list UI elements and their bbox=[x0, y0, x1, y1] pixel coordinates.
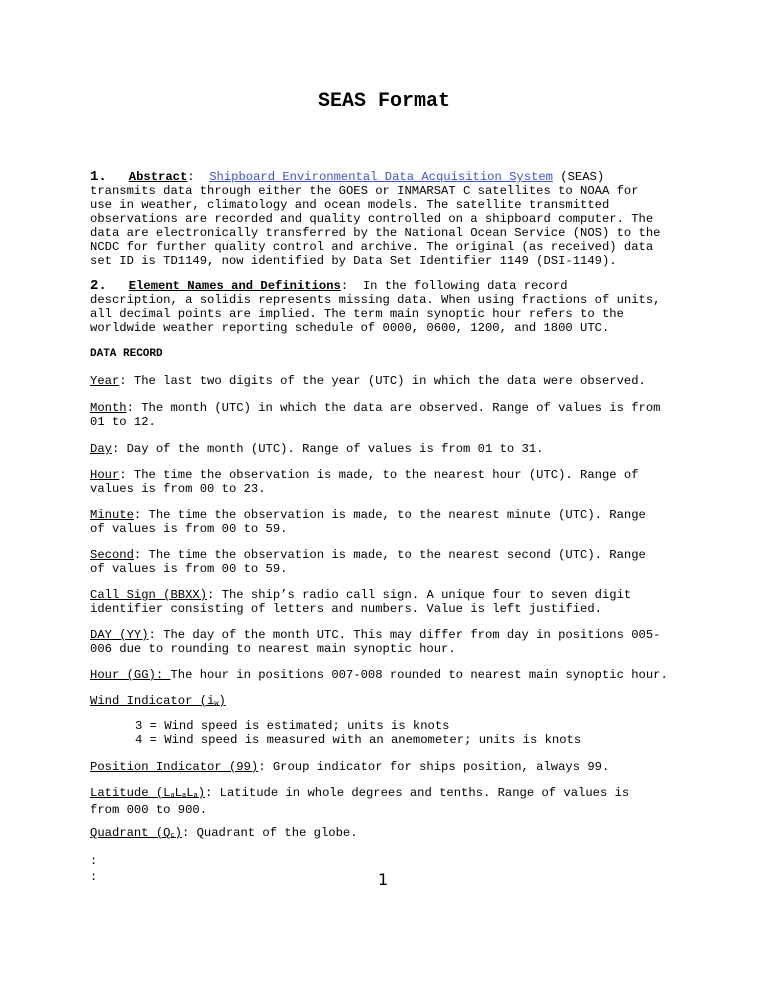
field-text: : The time the observation is made, to the nearest second (UTC). Range bbox=[133, 548, 646, 562]
field-name-part: L bbox=[174, 786, 182, 800]
field-call-sign bbox=[90, 588, 690, 616]
field-text: : The month (UTC) in which the data are observed. Range of values is from bbox=[126, 401, 661, 415]
abstract-line: set ID is TD1149, now identified by Data Set Identifier 1149 (DSI-1149). bbox=[90, 254, 617, 268]
field-name-part: L bbox=[186, 786, 194, 800]
abstract-line: use in weather, climatology and ocean models. The satellite transmitted bbox=[90, 198, 610, 212]
field-text: : The last two digits of the year (UTC) in which the data were observed. bbox=[119, 374, 646, 388]
definitions-line: description, a solidis represents missing data. When using fractions of units, bbox=[90, 293, 661, 307]
field-text: : Group indicator for ships position, always 99. bbox=[258, 760, 610, 774]
seas-link[interactable]: Shipboard Environmental Data Acquisition System bbox=[209, 170, 553, 184]
field-text: of values is from 00 to 59. bbox=[90, 562, 288, 576]
field-name-subscript: a bbox=[193, 792, 198, 800]
field-name: Day bbox=[90, 442, 112, 456]
field-minute bbox=[90, 508, 690, 536]
field-name bbox=[90, 694, 226, 708]
field-name-part: Latitude (L bbox=[90, 786, 171, 800]
field-text: : The time the observation is made, to the nearest hour (UTC). Range of bbox=[119, 468, 639, 482]
field-name: Second bbox=[90, 548, 134, 562]
field-month bbox=[90, 401, 690, 429]
page-number: 1 bbox=[378, 870, 389, 889]
field-quadrant bbox=[90, 826, 690, 843]
section-number: 2. bbox=[90, 278, 107, 294]
definitions-line: all decimal points are implied. The term main synoptic hour refers to the bbox=[90, 307, 624, 321]
field-text: : The ship’s radio call sign. A unique four to seven digit bbox=[207, 588, 632, 602]
field-name: Minute bbox=[90, 508, 134, 522]
field-name-part: Quadrant (Q bbox=[90, 826, 171, 840]
field-text: The hour in positions 007-008 rounded to nearest main synoptic hour. bbox=[170, 668, 668, 682]
field-text: : Day of the month (UTC). Range of values is from 01 to 31. bbox=[111, 442, 544, 456]
field-name: Position Indicator (99) bbox=[90, 760, 259, 774]
field-name: Hour (GG): bbox=[90, 668, 171, 682]
field-name-part: ) bbox=[197, 786, 206, 800]
field-day bbox=[90, 442, 690, 456]
continuation-dot: : bbox=[90, 854, 98, 868]
section-heading: Element Names and Definitions bbox=[128, 279, 341, 293]
field-text: : Quadrant of the globe. bbox=[181, 826, 358, 840]
field-name-subscript: c bbox=[170, 832, 175, 840]
field-name-subscript: a bbox=[170, 792, 175, 800]
field-day-yy bbox=[90, 628, 690, 656]
wind-option: 3 = Wind speed is estimated; units is knots bbox=[135, 719, 450, 733]
abstract-line: observations are recorded and quality controlled on a shipboard computer. The bbox=[90, 212, 654, 226]
definitions-line: worldwide weather reporting schedule of 0000, 0600, 1200, and 1800 UTC. bbox=[90, 321, 610, 335]
abstract-line: transmits data through either the GOES or INMARSAT C satellites to NOAA for bbox=[90, 184, 639, 198]
field-name bbox=[90, 786, 205, 800]
field-name: Year bbox=[90, 374, 120, 388]
field-name bbox=[90, 826, 182, 840]
definitions-line-1-tail: In the following data record bbox=[348, 279, 568, 293]
field-text: 01 to 12. bbox=[90, 415, 156, 429]
field-text: values is from 00 to 23. bbox=[90, 482, 266, 496]
wind-option: 4 = Wind speed is measured with an anemometer; units is knots bbox=[135, 733, 582, 747]
field-hour-gg bbox=[90, 668, 690, 682]
field-name: Call Sign (BBXX) bbox=[90, 588, 208, 602]
field-name-part: ) bbox=[174, 826, 182, 840]
field-latitude bbox=[90, 786, 690, 817]
abstract-line-1-tail: (SEAS) bbox=[552, 170, 605, 184]
field-text: from 000 to 900. bbox=[90, 803, 208, 817]
field-text: of values is from 00 to 59. bbox=[90, 522, 288, 536]
field-name: Month bbox=[90, 401, 127, 415]
abstract-line: NCDC for further quality control and archive. The original (as received) data bbox=[90, 240, 654, 254]
field-position-indicator bbox=[90, 760, 690, 774]
field-name-part: ) bbox=[218, 694, 226, 708]
field-name: Hour bbox=[90, 468, 120, 482]
section-abstract: 1. Abstract: Shipboard Environmental Data Acquisition System (SEAS) transmits data through either the GOES or INMARSAT C satellites to NOAA for use in weather, climatology and ocean models. The satellite transmitted observations are recorded and quality controlled on a shipboard computer. The data are electronically transferred by the National Ocean Service (NOS) to the NCDC for further quality control and archive. The original (as received) data set ID is TD1149, now identified by Data Set Identifier 1149 (DSI-1149). bbox=[90, 169, 661, 268]
data-record-heading: DATA RECORD bbox=[90, 348, 163, 360]
section-definitions: 2. Element Names and Definitions: In the following data record description, a solidis represents missing data. When using fractions of units, all decimal points are implied. The term main synoptic hour refers to the worldwide weather reporting schedule of 0000, 0600, 1200, and 1800 UTC. bbox=[90, 278, 661, 335]
abstract-line: data are electronically transferred by the National Ocean Service (NOS) to the bbox=[90, 226, 661, 240]
field-name: DAY (YY) bbox=[90, 628, 149, 642]
field-text: : The day of the month UTC. This may differ from day in positions 005- bbox=[148, 628, 661, 642]
field-text: : Latitude in whole degrees and tenths. Range of values is bbox=[205, 786, 630, 800]
field-wind-indicator bbox=[90, 694, 690, 711]
field-year bbox=[90, 374, 690, 388]
field-second bbox=[90, 548, 690, 576]
field-text: 006 due to rounding to nearest main synoptic hour. bbox=[90, 642, 456, 656]
field-name-subscript: w bbox=[214, 700, 219, 708]
page-title: SEAS Format bbox=[317, 90, 451, 113]
section-number: 1. bbox=[90, 169, 107, 185]
section-heading: Abstract bbox=[128, 170, 188, 184]
field-text: identifier consisting of letters and numbers. Value is left justified. bbox=[90, 602, 602, 616]
field-name-part: Wind Indicator (i bbox=[90, 694, 215, 708]
wind-option-list bbox=[135, 719, 581, 747]
field-text: : The time the observation is made, to the nearest minute (UTC). Range bbox=[133, 508, 646, 522]
field-name-subscript: a bbox=[181, 792, 187, 800]
continuation-dot: : bbox=[90, 870, 98, 884]
field-hour bbox=[90, 468, 690, 496]
